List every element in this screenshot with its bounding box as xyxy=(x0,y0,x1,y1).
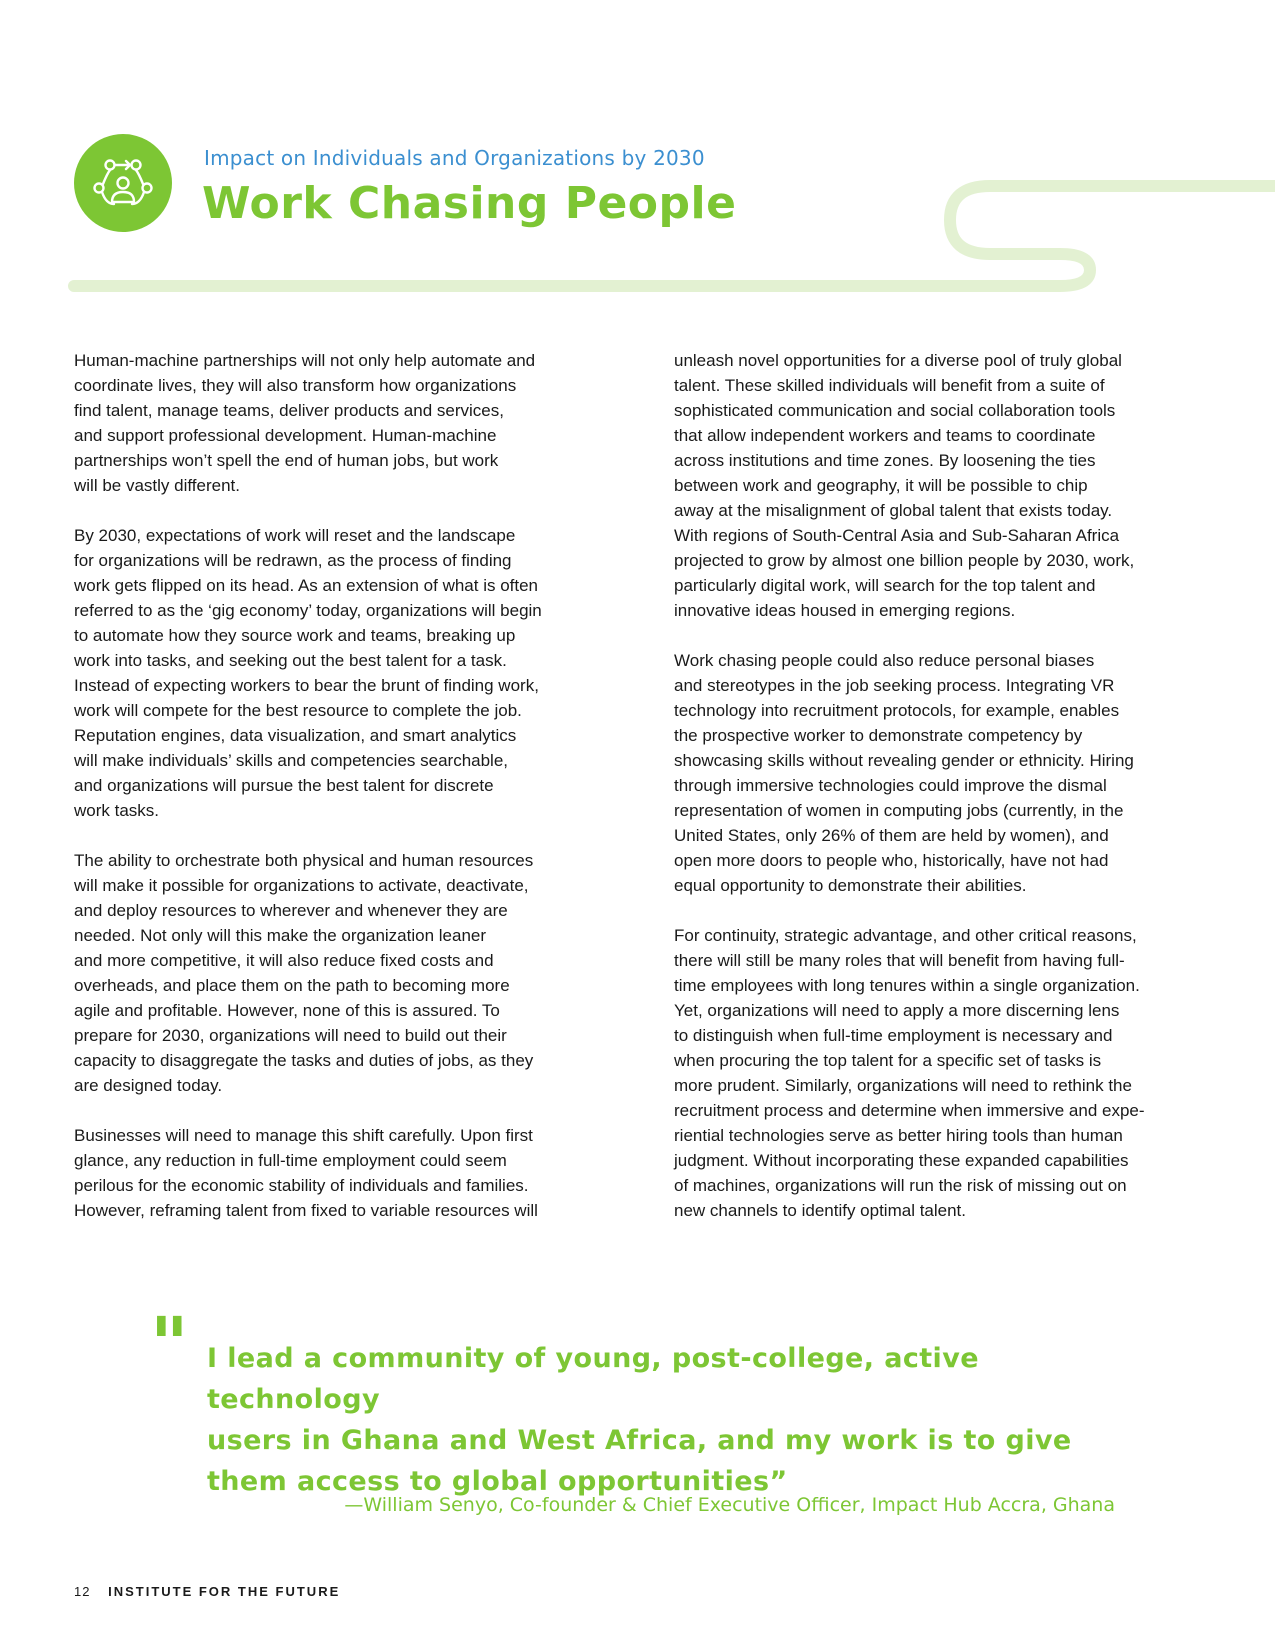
section-subtitle: Impact on Individuals and Organizations by 2030 xyxy=(204,146,705,170)
body-paragraph: Work chasing people could also reduce personal biases and stereotypes in the job seeking process. Integrating VR technology into recruitment protocols, for example, enables the prospective worker to demonstrate competency by showcasing skills without revealing gender or ethnicity. Hiring through immersive technologies could improve the dismal representation of women in computing jobs (currently, in the United States, only 26% of them are held by women), and open more doors to people who, historically, have not had equal opportunity to demonstrate their abilities. xyxy=(674,651,1134,895)
body-paragraph: By 2030, expectations of work will reset and the landscape for organizations will be redrawn, as the process of finding work gets flipped on its head. As an extension of what is often referred to as the ‘gig economy’ today, organizations will begin to automate how they source work and teams, breaking up work into tasks, and seeking out the best talent for a task. Instead of expecting workers to bear the brunt of finding work, work will compete for the best resource to complete the job. Reputation engines, data visualization, and smart analytics will make individuals’ skills and competencies searchable, and organizations will pursue the best talent for discrete work tasks. xyxy=(74,526,542,820)
body-paragraph: Human-machine partnerships will not only help automate and coordinate lives, they will also transform how organizations find talent, manage teams, deliver products and services, and support professional development. Human-machine partnerships won’t spell the end of human jobs, but work will be vastly different. xyxy=(74,351,536,495)
body-paragraph: unleash novel opportunities for a diverse pool of truly global talent. These skilled individuals will benefit from a suite of sophisticated communication and social collaboration tools that allow independent workers and teams to coordinate across institutions and time zones. By loosening the ties between work and geography, it will be possible to chip away at the misalignment of global talent that exists today. With regions of South-Central Asia and Sub-Saharan Africa projected to grow by almost one billion people by 2030, work, particularly digital work, will search for the top talent and innovative ideas housed in emerging regions. xyxy=(674,351,1135,620)
quote-attribution: —William Senyo, Co-founder & Chief Executive Officer, Impact Hub Accra, Ghana xyxy=(344,1494,1115,1516)
body-paragraph: For continuity, strategic advantage, and other critical reasons, there will still be many roles that will benefit from having full- time employees with long tenures within a single organization. Yet, organizations will need to apply a more discerning lens to distinguish when full-time employment is necessary and when procuring the top talent for a specific set of tasks is more prudent. Similarly, organizations will need to rethink the recruitment process and determine when immersive and expe- riential technologies serve as better hiring tools than human judgment. Without incorporating these expanded capabilities of machines, organizations will run the risk of missing out on new channels to identify optimal talent. xyxy=(674,926,1145,1220)
page-footer xyxy=(74,1584,340,1599)
page-title: Work Chasing People xyxy=(202,178,737,229)
publisher-name: INSTITUTE FOR THE FUTURE xyxy=(108,1584,341,1599)
body-paragraph: Businesses will need to manage this shift carefully. Upon first glance, any reduction in full-time employment could seem perilous for the economic stability of individuals and families. However, reframing talent from fixed to variable resources will xyxy=(74,1126,538,1220)
people-network-icon xyxy=(74,134,172,232)
quote-mark-icon: " xyxy=(150,1302,189,1388)
pull-quote: I lead a community of young, post-college, active technology users in Ghana and West Africa, and my work is to give them access to global opportunities” xyxy=(207,1343,1072,1497)
page-number: 12 xyxy=(74,1584,91,1599)
body-column-right xyxy=(674,348,1209,1248)
body-column-left xyxy=(74,348,614,1248)
body-paragraph: The ability to orchestrate both physical and human resources will make it possible for organizations to activate, deactivate, and deploy resources to wherever and whenever they are needed. Not only will this make the organization leaner and more competitive, it will also reduce fixed costs and overheads, and place them on the path to becoming more agile and profitable. However, none of this is assured. To prepare for 2030, organizations will need to build out their capacity to disaggregate the tasks and duties of jobs, as they are designed today. xyxy=(74,851,534,1095)
